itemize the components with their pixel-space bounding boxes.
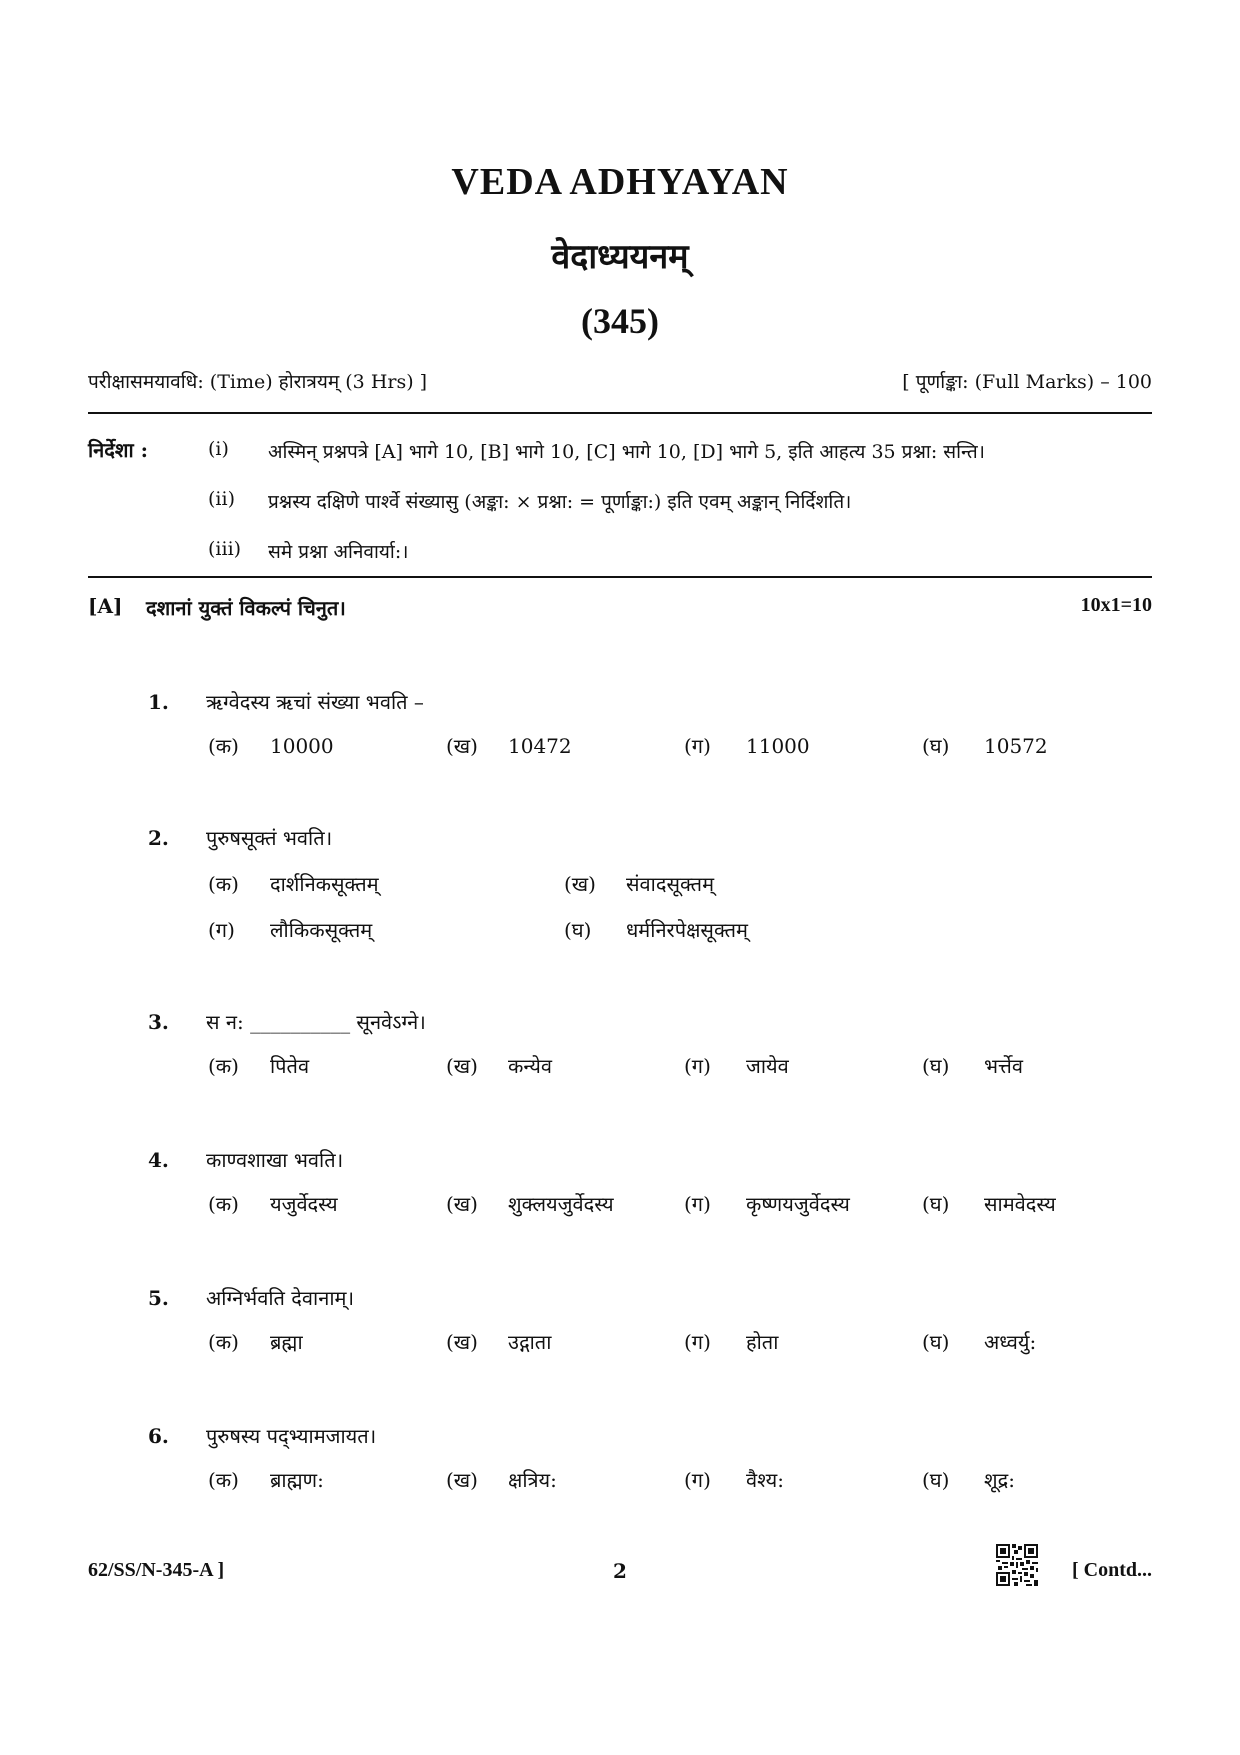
question-text: पुरुषसूक्तं भवति। [206,826,333,850]
question-number: 1. [148,690,169,714]
option-gha[interactable]: (घ) शूद्र: [922,1468,1015,1492]
instructions-label: निर्देशा : [88,438,149,462]
exam-full-marks: [ पूर्णाङ्का: (Full Marks) – 100 [902,371,1152,393]
option-gha[interactable]: (घ) सामवेदस्य [922,1192,1056,1216]
instruction-text: अस्मिन् प्रश्नपत्रे [A] भागे 10, [B] भागे 10, [C] भागे 10, [D] भागे 5, इति आहत्य 35 प्रश्ना: सन्ति। [268,441,985,463]
option-gha[interactable]: (घ) अध्वर्यु: [922,1330,1037,1354]
section-label: [A] [88,594,123,618]
instruction-number: (i) [208,438,229,460]
option-gha[interactable]: (घ) भर्त्तेव [922,1054,1023,1078]
option-gha[interactable]: (घ) धर्मनिरपेक्षसूक्तम् [564,918,749,942]
option-kha[interactable]: (ख) शुक्लयजुर्वेदस्य [446,1192,614,1216]
question-text: काण्वशाखा भवति। [206,1148,344,1172]
option-kha[interactable]: (ख) उद्गाता [446,1330,552,1354]
divider-top [88,412,1152,414]
option-gha[interactable]: (घ) 10572 [922,734,1048,758]
instruction-text: समे प्रश्ना अनिवार्या:। [268,541,409,563]
option-ka[interactable]: (क) यजुर्वेदस्य [208,1192,338,1216]
qr-code-icon [996,1544,1038,1586]
option-ga[interactable]: (ग) होता [684,1330,779,1354]
question-text: अग्निर्भवति देवानाम्। [206,1286,355,1310]
option-ga[interactable]: (ग) वैश्य: [684,1468,784,1492]
question-number: 2. [148,826,169,850]
question-number: 5. [148,1286,169,1310]
instruction-text: प्रश्नस्य दक्षिणे पार्श्वे संख्यासु (अङ्का: × प्रश्ना: = पूर्णाङ्का:) इति एवम् अङ्कान् निर्दिशति। [268,491,852,513]
page-number: 2 [613,1559,627,1583]
section-title: दशानां युक्तं विकल्पं चिनुत। [146,596,346,620]
question-text: स न: __________ सूनवेऽग्ने। [206,1010,426,1034]
question-number: 4. [148,1148,169,1172]
section-marks: 10x1=10 [1080,594,1152,616]
title-sanskrit: वेदाध्ययनम् [551,237,689,277]
option-kha[interactable]: (ख) कन्येव [446,1054,552,1078]
option-ka[interactable]: (क) दार्शनिकसूक्तम् [208,872,379,896]
question-number: 6. [148,1424,169,1448]
instruction-number: (ii) [208,488,235,510]
option-ga[interactable]: (ग) जायेव [684,1054,789,1078]
option-ka[interactable]: (क) पितेव [208,1054,310,1078]
option-ka[interactable]: (क) 10000 [208,734,334,758]
continued-label: [ Contd... [1071,1559,1152,1581]
paper-code: 62/SS/N-345-A ] [88,1559,225,1581]
question-text: ऋग्वेदस्य ऋचां संख्या भवति – [206,690,424,714]
question-number: 3. [148,1010,169,1034]
option-ga[interactable]: (ग) कृष्णयजुर्वेदस्य [684,1192,850,1216]
option-kha[interactable]: (ख) संवादसूक्तम् [564,872,715,896]
question-text: पुरुषस्य पद्भ्यामजायत। [206,1424,377,1448]
exam-meta [88,368,1152,402]
option-ga[interactable]: (ग) लौकिकसूक्तम् [208,918,373,942]
option-ka[interactable]: (क) ब्राह्मण: [208,1468,324,1492]
subject-code: (345) [581,301,659,341]
option-kha[interactable]: (ख) 10472 [446,734,572,758]
title-english: VEDA ADHYAYAN [451,161,789,203]
section-a-header [88,594,1152,628]
divider-section [88,576,1152,578]
instruction-number: (iii) [208,538,242,560]
option-ga[interactable]: (ग) 11000 [684,734,810,758]
option-kha[interactable]: (ख) क्षत्रिय: [446,1468,557,1492]
exam-time: परीक्षासमयावधि: (Time) होरात्रयम् (3 Hrs) ] [88,371,428,393]
option-ka[interactable]: (क) ब्रह्मा [208,1330,303,1354]
